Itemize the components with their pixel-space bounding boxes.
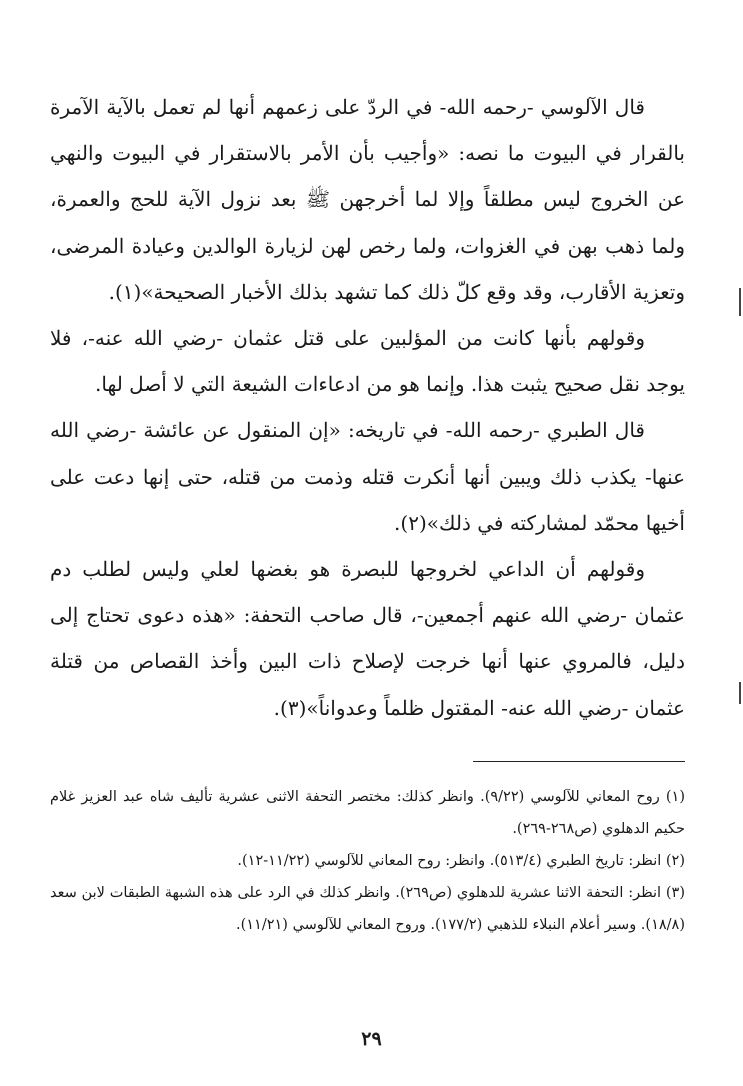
footnote-1: (١) روح المعاني للآلوسي (٩/٢٢). وانظر كذلك: مختصر التحفة الاثنى عشرية تأليف شاه عبد العزيز غلام حكيم الدهلوي (ص٢٦٨-٢٦٩). (50, 789, 685, 837)
paragraph-1: قال الآلوسي -رحمه الله- في الردّ على زعمهم أنها لم تعمل بالآية الآمرة بالقرار في البيوت ما نصه: «وأجيب بأن الأمر بالاستقرار في البيوت والنهي عن الخروج ليس مطلقاً وإلا لما أخرجهن ﷺ بعد نزول الآية للحج والعمرة، ولما ذهب بهن في الغزوات، ولما رخص لهن لزيارة الوالدين وعيادة المرضى، وتعزية الأقارب، وقد وقع كلّ ذلك كما تشهد بذلك الأخبار الصحيحة»(١). (50, 95, 685, 304)
paragraph-3: قال الطبري -رحمه الله- في تاريخه: «إن المنقول عن عائشة -رضي الله عنها- يكذب ذلك ويبين أنها أنكرت قتله وذمت من قتله، حتى إنها دعت على أخيها محمّد لمشاركته في ذلك»(٢). (50, 418, 685, 535)
footnote-3: (٣) انظر: التحفة الاثنا عشرية للدهلوي (ص٢٦٩). وانظر كذلك في الرد على هذه الشبهة الطبقات لابن سعد (١٨/٨). وسير أعلام النبلاء للذهبي (١٧٧/٢). وروح المعاني للآلوسي (١١/٢١). (50, 885, 686, 933)
paragraph-2: وقولهم بأنها كانت من المؤلبين على قتل عثمان -رضي الله عنه-، فلا يوجد نقل صحيح يثبت هذا. وإنما هو من ادعاءات الشيعة التي لا أصل لها. (50, 326, 685, 397)
footnote-2: (٢) انظر: تاريخ الطبري (٥١٣/٤). وانظر: روح المعاني للآلوسي (١١/٢٢-١٢). (237, 853, 685, 869)
main-text (50, 84, 685, 731)
scan-edge-mark (739, 682, 741, 704)
scan-edge-mark (739, 288, 741, 316)
footnotes (50, 781, 685, 941)
footnote-divider (473, 761, 685, 762)
paragraph-4: وقولهم أن الداعي لخروجها للبصرة هو بغضها لعلي وليس لطلب دم عثمان -رضي الله عنهم أجمعين-، قال صاحب التحفة: «هذه دعوى تحتاج إلى دليل، فالمروي عنها أنها خرجت لإصلاح ذات البين وأخذ القصاص من قتلة عثمان -رضي الله عنه- المقتول ظلماً وعدواناً»(٣). (50, 557, 685, 720)
page-number: ٢٩ (361, 1028, 382, 1050)
